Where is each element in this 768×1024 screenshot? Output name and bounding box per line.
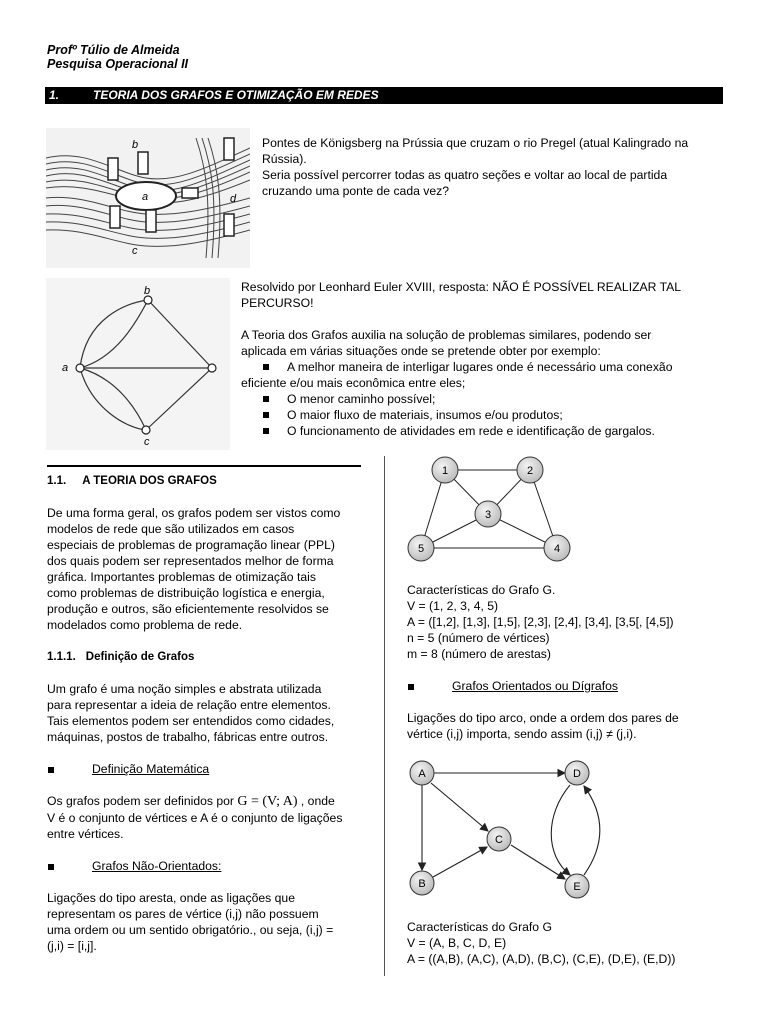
text-line: n = 5 (número de vértices) [407,631,550,645]
nonoriented-heading [47,858,367,874]
node-label-5: 5 [417,543,425,555]
section-number: 1.1.1. [47,651,76,663]
undirected-graph-g [400,452,580,570]
document-header [47,43,188,71]
node-label-e: E [573,881,581,893]
bullet-icon [263,428,269,434]
konigsberg-intro-text [262,135,722,199]
section-title: A TEORIA DOS GRAFOS [82,475,217,487]
euler-line: PERCURSO! [241,296,314,310]
formula: G = (V; A) [237,794,298,809]
bridge-label-b: b [132,139,139,151]
intro-line: Rússia). [262,152,307,166]
text-line: dos quais podem ser representados melhor de forma [47,554,334,568]
list-item-text: O menor caminho possível; [287,392,436,406]
euler-line: aplicada em várias situações onde se pretende obter por exemplo: [241,344,601,358]
definition-line [47,793,367,810]
text-line: V é o conjunto de vértices e A é o conjunto de ligações [47,811,343,825]
euler-label-c: c [144,436,150,448]
list-item-text: O funcionamento de atividades em rede e identificação de gargalos. [287,424,655,438]
list-item [241,423,731,439]
text-line: Ligações do tipo aresta, onde as ligações que [47,891,295,905]
bullet-icon [263,396,269,402]
intro-line: Pontes de Königsberg na Prússia que cruzam o rio Pregel (atual Kalingrado na [262,136,689,150]
euler-line: Resolvido por Leonhard Euler XVIII, resposta: NÃO É POSSÍVEL REALIZAR TAL [241,280,682,294]
oriented-heading [407,678,747,694]
subheading: Definição Matemática [92,762,210,776]
text-line: V = (A, B, C, D, E) [407,936,507,950]
text-line: Um grafo é uma noção simples e abstrata utilizada [47,682,322,696]
text-line: representam os pares de vértice (i,j) não possuem [47,907,319,921]
text-line: A = ([1,2], [1,3], [1,5], [2,3], [2,4], [3,4], [3,5[, [4,5]) [407,615,674,629]
list-item [241,359,731,375]
list-item-text: A melhor maneira de interligar lugares onde é necessário uma conexão [287,360,673,374]
section-number: 1.1. [47,475,67,487]
applications-list-cont [241,391,731,439]
digraph-characteristics [407,919,757,967]
bullet-icon [263,412,269,418]
section-1-heading-bar [45,87,723,104]
text-line: gráfica. Importantes problemas de otimização tais [47,570,316,584]
node-label-d: D [573,768,581,780]
right-column [407,582,747,742]
node-label-2: 2 [526,465,534,477]
bullet-icon [48,767,54,773]
text-line: Características do Grafo G [407,920,552,934]
column-divider [384,456,385,976]
text-line: modelados como problema de rede. [47,618,243,632]
section-1-title: TEORIA DOS GRAFOS E OTIMIZAÇÃO EM REDES [93,88,379,102]
text-line: especiais de problemas de programação linear (PPL) [47,538,335,552]
paragraph-definition [47,681,367,745]
directed-graph [400,755,610,900]
text-span: , onde [300,794,335,808]
euler-graph-illustration [46,278,230,450]
math-definition-heading [47,761,367,777]
text-line: vértice (i,j) importa, sendo assim (i,j) ≠ (j,i). [407,727,637,741]
euler-label-b: b [144,285,151,297]
text-line: A = ((A,B), (A,C), (A,D), (B,C), (C,E), (D,E), (E,D)) [407,952,676,966]
node-label-1: 1 [441,465,449,477]
intro-line: cruzando uma ponte de cada vez? [262,184,450,198]
node-label-4: 4 [553,543,561,555]
text-span: Os grafos podem ser definidos por [47,794,234,808]
text-line: produção e outros, são eficientemente resolvidos se [47,602,329,616]
section-title: Definição de Grafos [85,651,195,663]
bullet-icon [263,364,269,370]
text-line: Tais elementos podem ser entendidos como cidades, [47,714,335,728]
node-label-c: C [495,834,503,846]
node-label-3: 3 [484,509,492,521]
bullet-icon [408,684,414,690]
konigsberg-bridges-illustration [46,128,250,268]
section-1-number: 1. [49,88,60,102]
left-column [47,473,367,954]
paragraph-theory [47,505,367,633]
subheading: Grafos Orientados ou Dígrafos [452,679,618,693]
bullet-icon [48,864,54,870]
euler-label-a: a [62,362,69,374]
list-item-continuation: eficiente e/ou mais econômica entre eles; [241,376,466,390]
text-line: como problemas de distribuição logística e energia, [47,586,325,600]
text-line: modelos de rede que são utilizados em casos [47,522,295,536]
text-line: máquinas, postos de trabalho, fábricas entre outros. [47,730,329,744]
text-line: m = 8 (número de arestas) [407,647,551,661]
list-item [241,407,731,423]
subheading: Grafos Não-Orientados: [92,859,222,873]
text-line: V = (1, 2, 3, 4, 5) [407,599,499,613]
euler-text [241,279,731,439]
list-item [241,391,731,407]
euler-line: A Teoria dos Grafos auxilia na solução de problemas similares, podendo ser [241,328,652,342]
intro-line: Seria possível percorrer todas as quatro seções e voltar ao local de partida [262,168,668,182]
text-line: (j,i) = [i,j]. [47,939,97,953]
section-1-1-1-heading [47,649,367,665]
text-line: entre vértices. [47,827,124,841]
list-item-text: O maior fluxo de materiais, insumos e/ou produtos; [287,408,563,422]
text-line: Ligações do tipo arco, onde a ordem dos pares de [407,711,679,725]
node-label-a: A [418,768,426,780]
section-divider [47,465,361,467]
bridge-label-c: c [132,245,138,257]
text-line: uma ordem ou um sentido obrigatório., ou seja, (i,j) = [47,923,334,937]
text-line: para representar a ideia de relação entre elementos. [47,698,331,712]
paragraph-nonoriented [47,890,367,954]
text-line: Características do Grafo G. [407,583,556,597]
course-name: Pesquisa Operacional II [47,57,189,71]
node-label-b: B [418,878,426,890]
bridge-label-a: a [142,191,149,203]
section-1-1-heading [47,473,367,489]
author-name: Profº Túlio de Almeida [47,43,180,57]
text-line: De uma forma geral, os grafos podem ser vistos como [47,506,341,520]
bridge-label-d: d [230,193,237,205]
applications-list [241,359,731,375]
